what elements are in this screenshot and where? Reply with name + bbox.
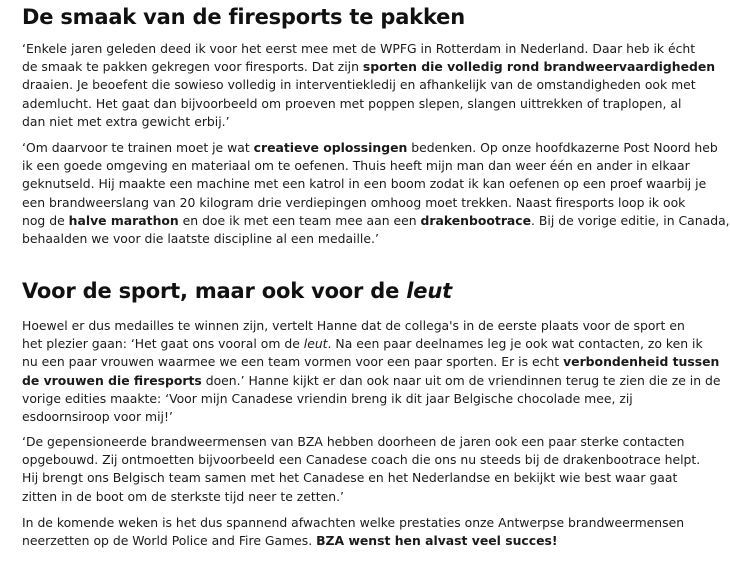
text-run: de smaak te pakken gekregen voor firesports. Dat zijn <box>22 59 363 75</box>
text-line: In de komende weken is het dus spannend afwachten welke prestaties onze Antwerpse brandweermensen <box>22 515 685 530</box>
bold-text: verbondenheid tussen <box>563 354 720 370</box>
paragraph-retired-firefighters <box>22 433 700 506</box>
text-run: nu een paar vrouwen waarmee we een team vormen voor een paar sporten. Er is echt <box>22 354 564 370</box>
text-run: doen.’ Hanne kijkt er dan ook naar uit om de vriendinnen terug te zien die ze in de <box>201 372 721 388</box>
text-line <box>22 532 684 550</box>
text-run: het plezier gaan: ‘Het gaat ons vooral om de <box>22 336 304 352</box>
text-run: en doe ik met een team mee aan een <box>178 212 421 228</box>
text-line: een brandweerslang van 20 kilogram drie verdiepingen omhoog moet trekken. Naast firesports loop ik ook <box>22 194 686 210</box>
bold-text: drakenbootrace <box>420 212 532 228</box>
text-line <box>22 139 730 157</box>
text-line: ademlucht. Het gaat dan bijvoorbeeld om proeven met poppen slepen, slangen uittrekken of traplopen, al <box>22 95 682 111</box>
bold-text: sporten die volledig rond brandweervaardigheden <box>362 59 716 75</box>
text-line: draaien. Je beoefent die sowieso volledig in interventiekledij en afhankelijk van de omstandigheden ook met <box>22 77 696 93</box>
text-line <box>22 212 730 230</box>
italic-text: leut <box>303 336 328 352</box>
text-run: nog de <box>22 212 69 228</box>
heading-italic-text: leut <box>406 279 452 303</box>
text-line: esdoornsiroop voor mij!’ <box>22 409 173 425</box>
text-line: ‘De gepensioneerde brandweermensen van BZA hebben doorheen de jaren ook een paar sterke contacten <box>22 434 685 449</box>
text-run: ‘Om daarvoor te trainen moet je wat <box>22 140 254 155</box>
text-line: dan niet met extra gewicht erbij.’ <box>22 113 230 129</box>
text-line: zitten in de boot om de sterkste tijd neer te zetten.’ <box>22 488 344 504</box>
text-line: vorige edities maakte: ‘Voor mijn Canadese vriendin breng ik dit jaar Belgische chocolade mee, zij <box>22 390 633 406</box>
bold-text: halve marathon <box>68 212 179 228</box>
bold-text: BZA wenst hen alvast veel succes! <box>316 533 558 549</box>
text-line <box>22 335 721 353</box>
text-run: . Na een paar deelnames leg je ook wat contacten, zo ken ik <box>327 336 703 352</box>
bold-text: creatieve oplossingen <box>253 140 408 155</box>
text-line: Hij brengt ons Belgisch team samen met het Canadese en het Nederlandse en bekijkt wie best waar gaat <box>22 470 678 486</box>
text-line: Hoewel er dus medailles te winnen zijn, vertelt Hanne dat de collega's in de eerste plaats voor de sport en <box>22 318 685 333</box>
bold-text: de vrouwen die firesports <box>22 372 202 388</box>
section-heading-firesports: De smaak van de firesports te pakken <box>22 5 465 29</box>
text-run: neerzetten op de World Police and Fire Games. <box>22 533 317 549</box>
text-line: behaalden we voor die laatste discipline al een medaille.’ <box>22 231 379 247</box>
text-line: opgebouwd. Zij ontmoetten bijvoorbeeld een Canadese coach die ons nu steeds bij de drakenbootrace helpt. <box>22 452 701 468</box>
text-line <box>22 353 721 371</box>
text-line: geknutseld. Hij maakte een machine met een katrol in een boom zodat ik kan oefenen op een proef waarbij je <box>22 176 707 192</box>
text-run: bedenken. Op onze hoofdkazerne Post Noord heb <box>407 140 718 155</box>
section-heading-leut <box>22 278 452 304</box>
text-line: ‘Enkele jaren geleden deed ik voor het eerst mee met de WPFG in Rotterdam in Nederland. Daar heb ik écht <box>22 41 696 56</box>
text-run: . Bij de vorige editie, in Canada, <box>531 212 730 228</box>
paragraph-wpfg-intro <box>22 40 715 131</box>
paragraph-medals <box>22 317 721 426</box>
text-line: ik een goede omgeving en materiaal om te oefenen. Thuis heeft mijn man dan weer één en ander in elkaar <box>22 158 690 174</box>
text-line <box>22 58 715 76</box>
paragraph-closing <box>22 514 684 550</box>
text-line <box>22 372 721 390</box>
heading-text: Voor de sport, maar ook voor de <box>22 279 407 303</box>
paragraph-training <box>22 139 730 248</box>
